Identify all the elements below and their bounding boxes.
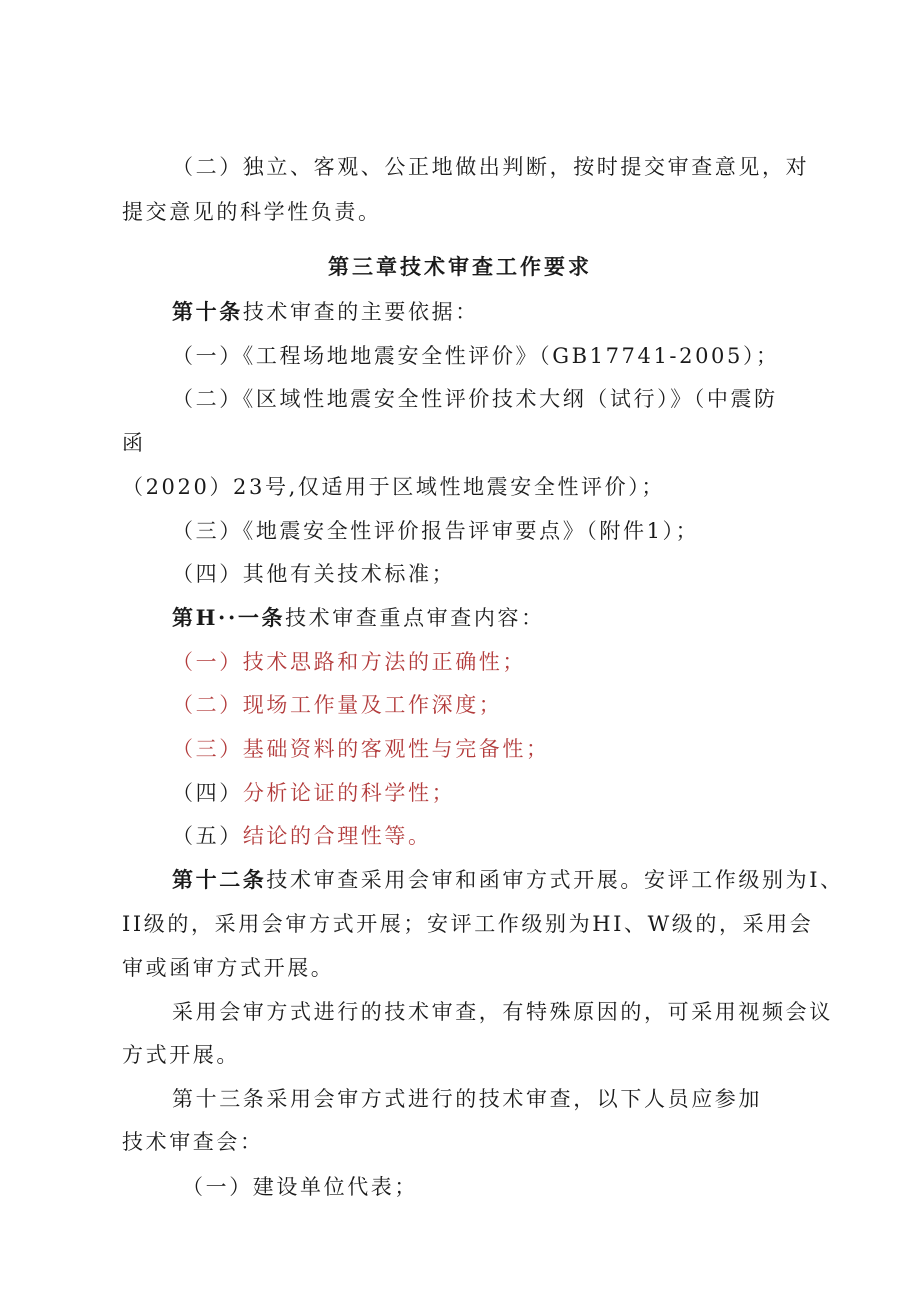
list-item-continuation: 函: [122, 431, 146, 455]
article-label: 第H··一条: [172, 605, 286, 630]
article-text: 技术审查的主要依据：: [242, 300, 479, 324]
list-item-highlighted: （三）基础资料的客观性与完备性；: [172, 737, 550, 761]
article-13: 第十三条采用会审方式进行的技术审查，以下人员应参加: [172, 1087, 762, 1111]
list-item-highlighted: （一）技术思路和方法的正确性；: [172, 650, 526, 674]
paragraph-line: 提交意见的科学性负责。: [122, 200, 382, 224]
list-item: （四）其他有关技术标准；: [172, 562, 456, 586]
list-item: （一）建设单位代表；: [182, 1175, 418, 1199]
list-item: [172, 821, 432, 851]
paragraph-line: II级的，采用会审方式开展；安评工作级别为HI、W级的，采用会: [122, 912, 814, 936]
paragraph-line: 方式开展。: [122, 1043, 240, 1067]
article-label: 第十条: [172, 299, 243, 324]
paragraph-line: 审或函审方式开展。: [122, 956, 335, 980]
article-text: 技术审查重点审查内容：: [285, 606, 545, 630]
paragraph-line: （二）独立、客观、公正地做出判断，按时提交审查意见，对: [172, 155, 810, 179]
list-item-prefix: （四）: [172, 781, 243, 805]
list-item-prefix: （五）: [172, 824, 243, 848]
list-item-highlighted-text: 结论的合理性等。: [242, 824, 432, 848]
list-item: （一）《工程场地地震安全性评价》（GB17741-2005）；: [172, 344, 780, 368]
article-12: [172, 865, 844, 895]
article-text: 技术审查采用会审和函审方式开展。安评工作级别为I、: [266, 868, 844, 892]
list-item: （三）《地震安全性评价报告评审要点》（附件1）；: [172, 519, 700, 543]
list-item-highlighted-text: 分析论证的科学性；: [242, 781, 456, 805]
paragraph-line: 采用会审方式进行的技术审查，有特殊原因的，可采用视频会议: [172, 1000, 833, 1024]
list-item: [172, 778, 455, 808]
list-item-continuation: （2020）23号,仅适用于区域性地震安全性评价）；: [122, 475, 665, 499]
list-item-highlighted: （二）现场工作量及工作深度；: [172, 693, 503, 717]
article-11: [172, 603, 545, 633]
paragraph-line: 技术审查会：: [122, 1130, 264, 1154]
article-label: 第十二条: [172, 867, 267, 892]
chapter-heading: 第三章技术审查工作要求: [328, 254, 592, 279]
article-10: [172, 297, 479, 327]
list-item: （二）《区域性地震安全性评价技术大纲（试行）》（中震防: [172, 387, 778, 411]
